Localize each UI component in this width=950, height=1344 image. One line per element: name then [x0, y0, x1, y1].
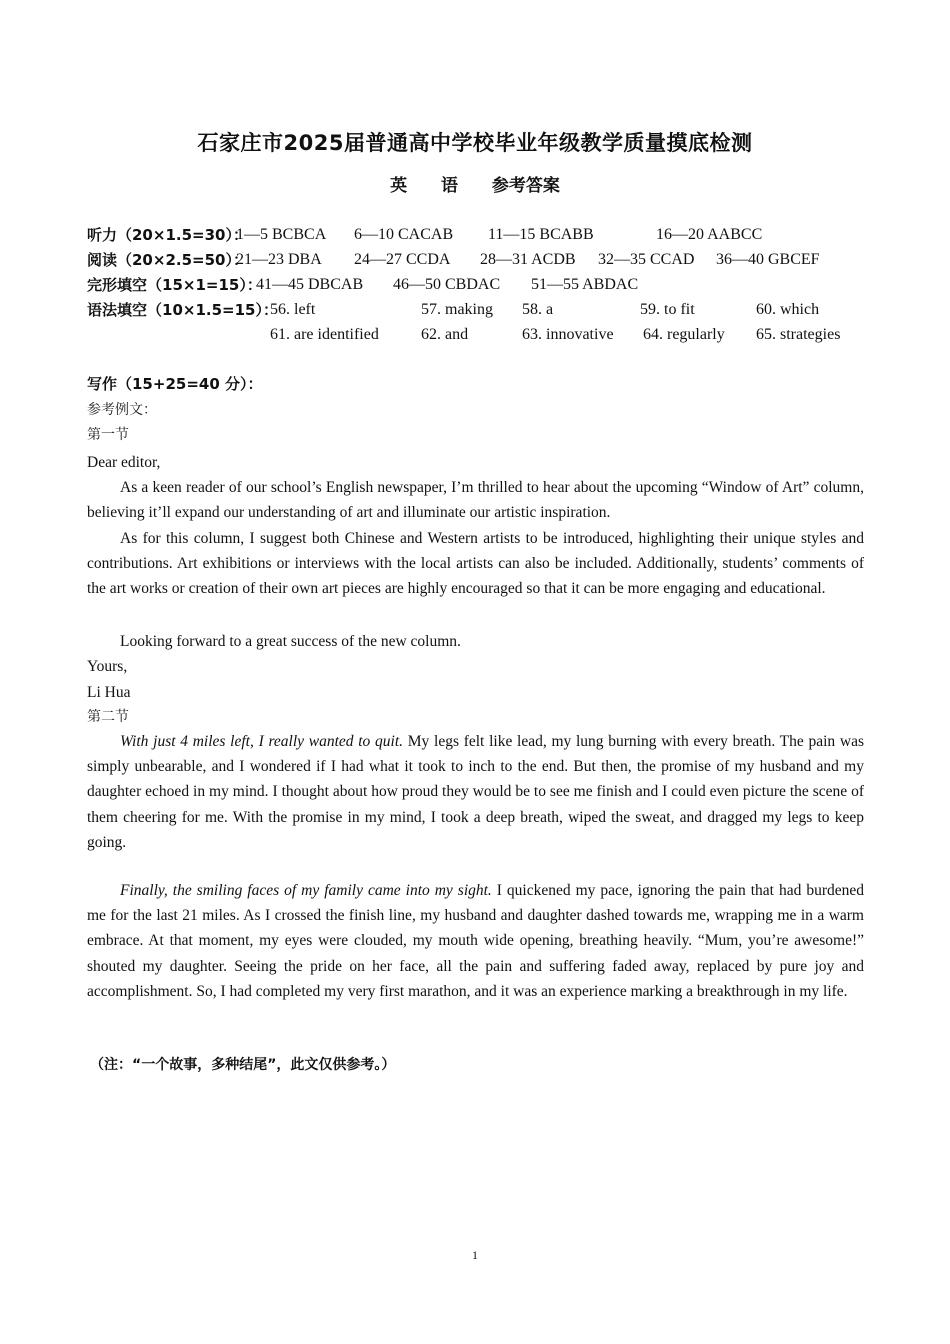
cloze-label: 完形填空（15×1=15）： [87, 276, 262, 294]
answer-group: 16—20 AABCC [656, 226, 763, 243]
letter-closing: Yours, [87, 658, 128, 675]
story-lead-sentence-2: Finally, the smiling faces of my family came into my sight. [120, 882, 492, 899]
letter-paragraph-2: As for this column, I suggest both Chinese and Western artists to be introduced, highlighting their unique styles and contributions. Art exhibitions or interviews with the local artists can also be included. Additionally, students’ comments of the art works or creation of their own art pieces are highly encouraged so that it can be more engaging and educational. [87, 530, 864, 598]
reading-label: 阅读（20×2.5=50）： [87, 251, 248, 269]
subtitle-label: 参考答案 [491, 176, 560, 196]
grammar-item: 61. are identified [270, 326, 379, 343]
answer-group: 36—40 GBCEF [716, 251, 820, 268]
grammar-label: 语法填空（10×1.5=15）： [87, 301, 278, 319]
grammar-answers [87, 299, 278, 321]
reading-answers [87, 249, 248, 271]
subject-char-2: 语 [441, 176, 458, 196]
grammar-item: 63. innovative [522, 326, 614, 343]
footnote: （注：“一个故事，多种结尾”，此文仅供参考。） [90, 1057, 396, 1073]
part1-label: 第一节 [87, 427, 129, 443]
story-lead-sentence-1: With just 4 miles left, I really wanted to quit. [120, 733, 404, 750]
grammar-item: 60. which [756, 301, 820, 318]
grammar-item: 59. to fit [640, 301, 695, 318]
answer-group: 28—31 ACDB [480, 251, 576, 268]
letter-paragraph-1: As a keen reader of our school’s English newspaper, I’m thrilled to hear about the upcoming “Window of Art” column, believing it’ll expand our understanding of art and illuminate our artistic inspiration. [87, 479, 864, 522]
grammar-item: 56. left [270, 301, 316, 318]
listening-label: 听力（20×1.5=30）： [87, 226, 248, 244]
page-subtitle [0, 171, 950, 196]
cloze-answers [87, 274, 262, 296]
answer-group: 32—35 CCAD [598, 251, 695, 268]
answer-group: 1—5 BCBCA [236, 226, 327, 243]
answer-group: 51—55 ABDAC [531, 276, 639, 293]
grammar-item: 62. and [421, 326, 469, 343]
letter-greeting: Dear editor, [87, 454, 161, 471]
story-body-1: My legs felt like lead, my lung burning with every breath. The pain was simply unbearable, and I wondered if I had what it took to inch to the end. But then, the promise of my husband and my daughter echoed in my mind. I thought about how proud they would be to see me finish and I could even picture the scene of them cheering for me. With the promise in my mind, I took a deep breath, wiped the sweat, and dragged my legs to keep going. [87, 733, 865, 851]
answer-group: 6—10 CACAB [354, 226, 454, 243]
answer-group: 46—50 CBDAC [393, 276, 501, 293]
grammar-item: 64. regularly [643, 326, 725, 343]
page-title: 石家庄市2025届普通高中学校毕业年级教学质量摸底检测 [197, 131, 753, 155]
subject-char-1: 英 [390, 176, 408, 196]
grammar-item: 57. making [421, 301, 493, 318]
listening-answers [87, 224, 248, 246]
story-body-2: I quickened my pace, ignoring the pain that had burdened me for the last 21 miles. As I crossed the finish line, my husband and daughter dashed towards me, wrapping me in a warm embrace. At that moment, my eyes were clouded, my mouth wide opening, breathing heavily. “Mum, you’re awesome!” shouted my daughter. Seeing the pride on her face, all the pain and suffering faded away, replaced by pure joy and accomplishment. So, I had completed my very first marathon, and it was an experience marking a breakthrough in my life. [87, 882, 864, 1000]
answer-group: 21—23 DBA [236, 251, 322, 268]
answer-group: 11—15 BCABB [488, 226, 594, 243]
part2-label: 第二节 [87, 709, 129, 725]
grammar-item: 65. strategies [756, 326, 841, 343]
letter-paragraph-3: Looking forward to a great success of the new column. [120, 633, 461, 650]
answer-group: 41—45 DBCAB [256, 276, 364, 293]
letter-signature: Li Hua [87, 684, 131, 701]
grammar-item: 58. a [522, 301, 554, 318]
answer-group: 24—27 CCDA [354, 251, 451, 268]
writing-heading: 写作（15+25=40 分）： [87, 375, 263, 393]
story-paragraph-1 [87, 729, 864, 855]
sample-label: 参考例文： [87, 402, 157, 418]
story-paragraph-2 [87, 878, 864, 1004]
page-number: 1 [472, 1248, 478, 1262]
